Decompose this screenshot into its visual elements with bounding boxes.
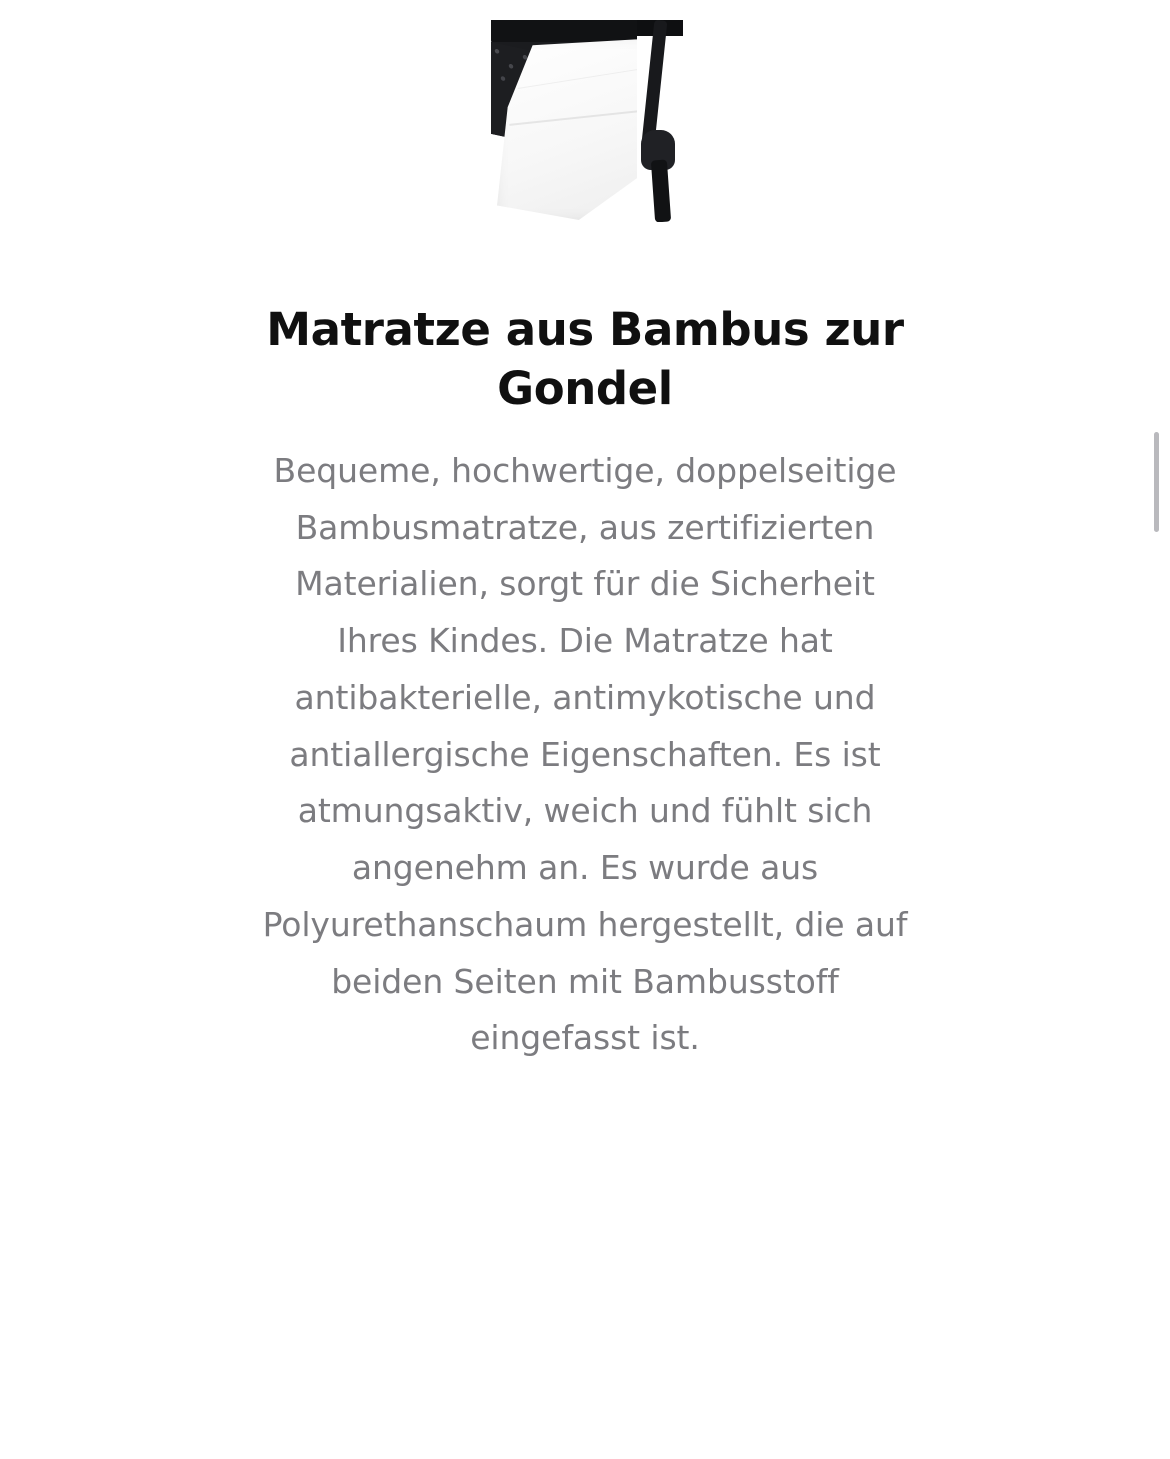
frame-bar — [642, 20, 668, 144]
page-title: Matratze aus Bambus zur Gondel — [266, 303, 904, 416]
product-image — [491, 20, 683, 222]
stroller-carrycot-illustration — [491, 20, 683, 222]
scrollbar-thumb[interactable] — [1154, 432, 1159, 532]
product-description: Bequeme, hochwertige, doppelseitige Bambusmatratze, aus zertifizierten Materialien, sorgt für die Sicherheit Ihres Kindes. Die Matratze hat antibakterielle, antimykotische und antiallergische Eigenschaften. Es ist atmungsaktiv, weich und fühlt sich angenehm an. Es wurde aus Polyurethanschaum hergestellt, die auf beiden Seiten mit Bambusstoff eingefasst ist. — [262, 450, 908, 1058]
stroller-frame — [637, 20, 683, 222]
scrollbar-track[interactable] — [1152, 0, 1162, 1459]
product-text-block — [262, 300, 908, 1067]
